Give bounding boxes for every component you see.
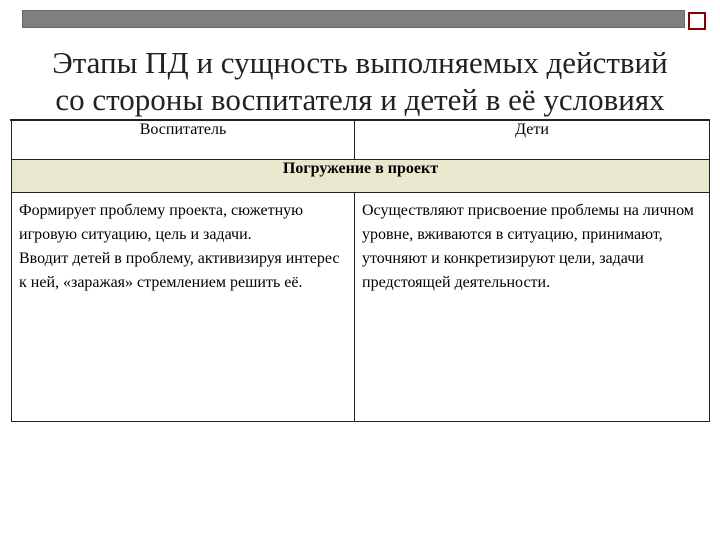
section-title: Погружение в проект	[12, 160, 710, 193]
slide-title	[20, 44, 700, 118]
children-cell	[355, 193, 710, 422]
header-teacher: Воспитатель	[12, 121, 355, 160]
teacher-paragraph-2: Вводит детей в проблему, активизируя интерес к ней, «заражая» стремлением решить её.	[19, 250, 340, 291]
decorative-corner-square	[688, 12, 706, 30]
header-children: Дети	[355, 121, 710, 160]
decorative-top-bar	[22, 10, 685, 28]
section-row	[12, 160, 710, 193]
table-row	[12, 193, 710, 422]
slide-title-line-1: Этапы ПД и сущность выполняемых действий	[52, 45, 668, 80]
slide-title-line-2: со стороны воспитателя и детей в её условиях	[55, 82, 665, 117]
stages-table	[11, 120, 710, 422]
teacher-paragraph-1: Формирует проблему проекта, сюжетную игровую ситуацию, цель и задачи.	[19, 202, 304, 243]
children-paragraph-1: Осуществляют присвоение проблемы на личном уровне, вживаются в ситуацию, принимают, уточняют и конкретизируют цели, задачи предстоящей деятельности.	[362, 202, 694, 291]
teacher-cell	[12, 193, 355, 422]
table-header-row	[12, 121, 710, 160]
